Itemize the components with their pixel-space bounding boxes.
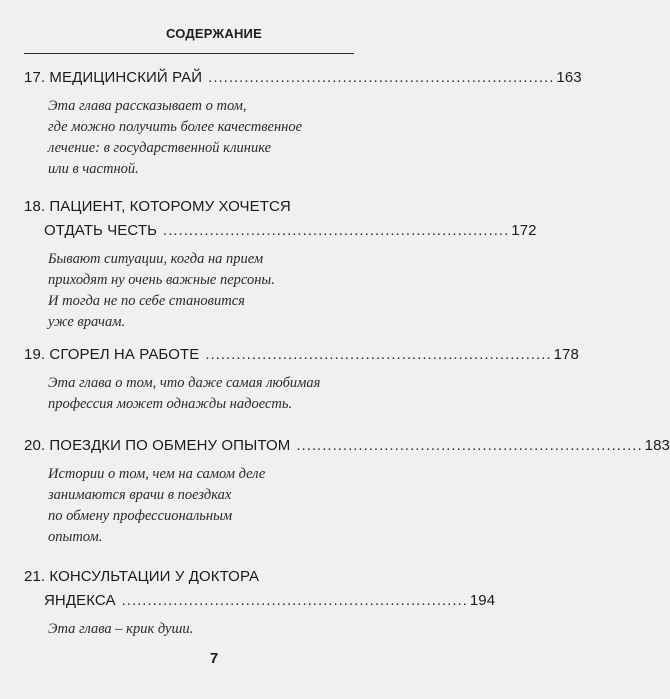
toc-entry-21[interactable] [24, 565, 496, 640]
entry-title-text: 21. КОНСУЛЬТАЦИИ У ДОКТОРА [24, 568, 260, 585]
description-line: Истории о том, чем на самом деле [48, 466, 266, 482]
entry-page-number: 183 [644, 437, 670, 454]
dot-leader: ................................................................... [163, 222, 510, 239]
toc-entry-19[interactable] [24, 343, 579, 415]
entry-title [24, 66, 582, 90]
entry-title-text: ЯНДЕКСА [44, 592, 116, 609]
entry-title-text: 18. ПАЦИЕНТ, КОТОРОМУ ХОЧЕТСЯ [24, 198, 291, 215]
toc-entry-20[interactable] [24, 434, 670, 548]
entry-page-number: 172 [511, 222, 537, 239]
page-header-title: СОДЕРЖАНИЕ [166, 26, 262, 41]
dot-leader: ................................................................... [296, 437, 643, 454]
header-divider [24, 53, 354, 54]
entry-description [24, 464, 360, 548]
entry-page-number: 178 [553, 346, 579, 363]
entry-title [24, 565, 496, 613]
entry-title-text: ОТДАТЬ ЧЕСТЬ [44, 222, 158, 239]
description-line: опытом. [48, 529, 103, 545]
entry-page-number: 163 [556, 69, 582, 86]
dot-leader: ................................................................... [205, 346, 552, 363]
entry-page-number: 194 [469, 592, 496, 609]
toc-entry-18[interactable] [24, 195, 537, 333]
description-line: занимаются врачи в поездках [48, 487, 232, 503]
description-line: Эта глава о том, что даже самая любимая [48, 375, 321, 391]
entry-title-text: 19. СГОРЕЛ НА РАБОТЕ [24, 346, 200, 363]
description-line: профессия может однажды надоесть. [48, 396, 293, 412]
entry-title [24, 195, 537, 243]
entry-title [24, 434, 670, 458]
dot-leader: ................................................................... [121, 592, 468, 609]
entry-description [24, 619, 360, 640]
toc-entry-17[interactable] [24, 66, 582, 180]
entry-description [24, 249, 360, 333]
description-line: где можно получить более качественное [48, 119, 303, 135]
description-line: по обмену профессиональным [48, 508, 233, 524]
description-line: уже врачам. [48, 314, 126, 330]
description-line: или в частной. [48, 161, 139, 177]
page-number: 7 [209, 650, 219, 667]
description-line: И тогда не по себе становится [48, 293, 245, 309]
description-line: Эта глава рассказывает о том, [48, 98, 247, 114]
description-line: приходят ну очень важные персоны. [48, 272, 275, 288]
description-line: Эта глава – крик души. [48, 621, 194, 637]
entry-description [24, 373, 360, 415]
entry-description [24, 96, 360, 180]
entry-title [24, 343, 579, 367]
entry-title-text: 17. МЕДИЦИНСКИЙ РАЙ [24, 69, 203, 86]
entry-title-text: 20. ПОЕЗДКИ ПО ОБМЕНУ ОПЫТОМ [24, 437, 291, 454]
description-line: Бывают ситуации, когда на прием [48, 251, 264, 267]
description-line: лечение: в государственной клинике [48, 140, 272, 156]
dot-leader: ................................................................... [208, 69, 555, 86]
